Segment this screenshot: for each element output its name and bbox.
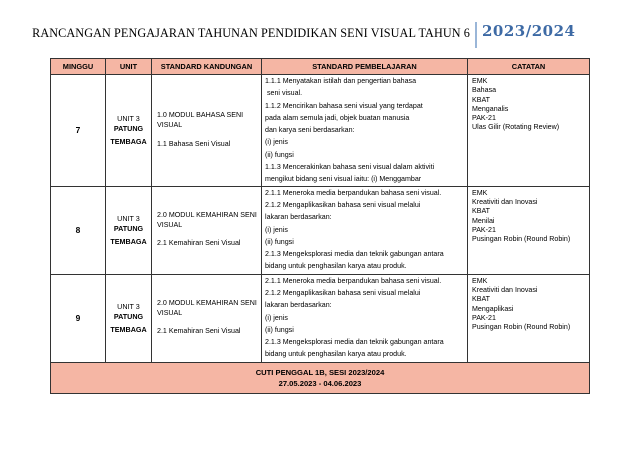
standard-pembelajaran-cell [262, 75, 468, 187]
sp-line: seni visual. [265, 89, 303, 98]
sk-module: 2.0 MODUL KEMAHIRAN SENI VISUAL [157, 211, 257, 229]
table-header-row [51, 59, 590, 75]
unit-number: UNIT 3 [117, 301, 140, 311]
table-row [51, 75, 590, 187]
col-header-standard-pembelajaran: STANDARD PEMBELAJARAN [262, 59, 468, 75]
sp-line: dan karya seni berdasarkan: [265, 126, 355, 135]
week-number: 9 [51, 274, 106, 362]
sp-line: 1.1.2 Mencirikan bahasa seni visual yang terdapat [265, 101, 423, 110]
sp-line: (i) jenis [265, 313, 288, 322]
sp-line: 2.1.3 Mengeksplorasi media dan teknik gabungan antara [265, 338, 444, 347]
col-header-standard-kandungan: STANDARD KANDUNGAN [152, 59, 262, 75]
holiday-row [51, 362, 590, 393]
catatan-line: Menganalis [472, 104, 509, 113]
holiday-cell [51, 362, 590, 393]
standard-kandungan-cell [152, 75, 262, 187]
document-header [0, 22, 638, 48]
col-header-catatan: CATATAN [468, 59, 590, 75]
sk-standard: 2.1 Kemahiran Seni Visual [157, 239, 241, 248]
sk-module: 2.0 MODUL KEMAHIRAN SENI VISUAL [157, 299, 257, 317]
catatan-cell [468, 274, 590, 362]
unit-cell [106, 186, 152, 274]
header-divider [475, 22, 477, 48]
sp-line: (ii) fungsi [265, 150, 294, 159]
sp-line: 1.1.1 Menyatakan istilah dan pengertian bahasa [265, 77, 417, 85]
catatan-line: EMK [472, 77, 488, 85]
unit-number: UNIT 3 [117, 113, 140, 123]
catatan-line: KBAT [472, 295, 491, 304]
document-title: RANCANGAN PENGAJARAN TAHUNAN PENDIDIKAN SENI VISUAL TAHUN 6 [32, 26, 470, 40]
sp-line: 2.1.1 Meneroka media berpandukan bahasa seni visual. [265, 276, 442, 285]
sp-line: (i) jenis [265, 138, 288, 147]
week-number: 7 [51, 75, 106, 187]
catatan-line: Mengaplikasi [472, 304, 514, 313]
standard-pembelajaran-cell [262, 274, 468, 362]
holiday-title: CUTI PENGGAL 1B, SESI 2023/2024 [255, 367, 385, 377]
sp-line: lakaran berdasarkan: [265, 301, 332, 310]
standard-kandungan-cell [152, 274, 262, 362]
catatan-line: PAK-21 [472, 225, 496, 234]
catatan-line: EMK [472, 276, 488, 285]
col-header-unit: UNIT [106, 59, 152, 75]
standard-kandungan-cell [152, 186, 262, 274]
col-header-minggu: MINGGU [51, 59, 106, 75]
sp-line: 2.1.2 Mengaplikasikan bahasa seni visual melalui [265, 200, 421, 209]
unit-title-line1: PATUNG [113, 311, 144, 321]
catatan-line: KBAT [472, 207, 491, 216]
unit-number: UNIT 3 [117, 213, 140, 223]
unit-title-line1: PATUNG [113, 123, 144, 133]
unit-cell [106, 75, 152, 187]
table-row [51, 274, 590, 362]
unit-title-line2: TEMBAGA [110, 324, 147, 334]
catatan-line: Menilai [472, 216, 495, 225]
catatan-line: KBAT [472, 95, 491, 104]
catatan-line: Bahasa [472, 86, 497, 95]
catatan-cell [468, 75, 590, 187]
sp-line: (ii) fungsi [265, 325, 294, 334]
sp-line: 2.1.2 Mengaplikasikan bahasa seni visual melalui [265, 288, 421, 297]
holiday-dates: 27.05.2023 - 04.06.2023 [278, 378, 362, 388]
week-number: 8 [51, 186, 106, 274]
catatan-line: Kreativiti dan Inovasi [472, 197, 538, 206]
table-row [51, 186, 590, 274]
sp-line: lakaran berdasarkan: [265, 213, 332, 222]
sp-line: 2.1.1 Meneroka media berpandukan bahasa seni visual. [265, 188, 442, 197]
sp-line: (ii) fungsi [265, 237, 294, 246]
sp-line: pada alam semula jadi, objek buatan manusia [265, 113, 410, 122]
sp-line: (i) jenis [265, 225, 288, 234]
unit-title-line1: PATUNG [113, 223, 144, 233]
sk-module: 1.0 MODUL BAHASA SENI VISUAL [157, 111, 244, 130]
session-year: 2023/2024 [482, 22, 576, 40]
unit-cell [106, 274, 152, 362]
sk-standard: 1.1 Bahasa Seni Visual [157, 139, 231, 148]
unit-title-line2: TEMBAGA [110, 136, 147, 146]
catatan-line: PAK-21 [472, 114, 496, 123]
rpt-table [50, 58, 590, 394]
catatan-line: Kreativiti dan Inovasi [472, 285, 538, 294]
catatan-cell [468, 186, 590, 274]
catatan-line: PAK-21 [472, 313, 496, 322]
catatan-line: Pusingan Robin (Round Robin) [472, 323, 571, 332]
sk-standard: 2.1 Kemahiran Seni Visual [157, 327, 241, 336]
sp-line: 1.1.3 Mencerakinkan bahasa seni visual dalam aktiviti [265, 163, 435, 172]
standard-pembelajaran-cell [262, 186, 468, 274]
sp-line: bidang untuk penghasilan karya atau produk. [265, 350, 407, 359]
catatan-line: Pusingan Robin (Round Robin) [472, 235, 571, 244]
catatan-line: Ulas Gilir (Rotating Review) [472, 123, 560, 132]
unit-title-line2: TEMBAGA [110, 236, 147, 246]
sp-line: bidang untuk penghasilan karya atau produk. [265, 262, 407, 271]
sp-line: 2.1.3 Mengeksplorasi media dan teknik gabungan antara [265, 250, 444, 259]
catatan-line: EMK [472, 188, 488, 197]
sp-line: mengikut bidang seni visual iaitu: (i) Menggambar [265, 175, 422, 184]
